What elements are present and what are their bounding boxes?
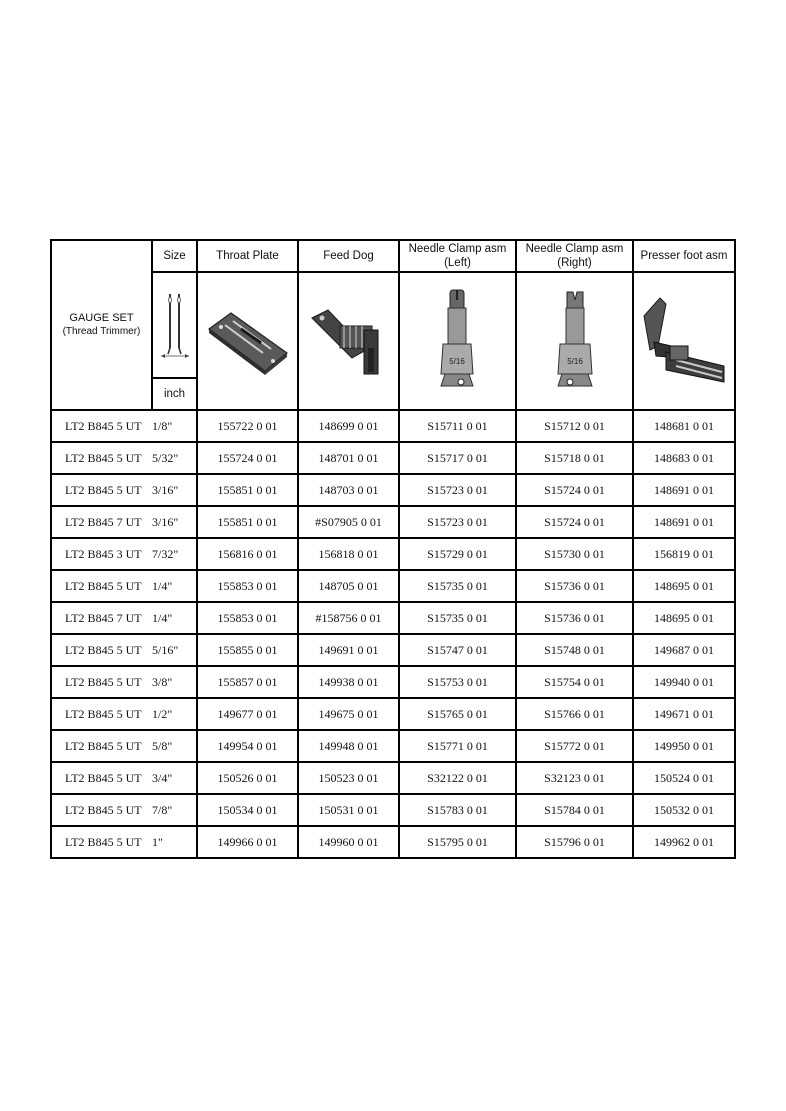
table-row [51,410,735,442]
part-number-right: S32123 0 01 [516,762,633,794]
gauge-size: 5/8" [152,730,197,762]
model-number: LT2 B845 5 UT [51,730,152,762]
part-number-feed: 148699 0 01 [298,410,399,442]
part-number-left: S15735 0 01 [399,570,516,602]
part-number-presser: 148695 0 01 [633,602,735,634]
model-number: LT2 B845 5 UT [51,410,152,442]
needle-gauge-image-cell [152,272,197,378]
part-number-left: S15729 0 01 [399,538,516,570]
presser-foot-icon [636,286,732,396]
table-row [51,794,735,826]
part-number-presser: 148695 0 01 [633,570,735,602]
part-number-feed: #158756 0 01 [298,602,399,634]
part-number-throat: 149954 0 01 [197,730,298,762]
part-number-feed: 149691 0 01 [298,634,399,666]
part-number-right: S15772 0 01 [516,730,633,762]
part-number-left: S15753 0 01 [399,666,516,698]
part-number-right: S15736 0 01 [516,602,633,634]
part-number-right: S15796 0 01 [516,826,633,858]
parts-rows [51,410,735,858]
model-number: LT2 B845 7 UT [51,506,152,538]
part-number-presser: 149962 0 01 [633,826,735,858]
needle-clamp-left-image-cell [399,272,516,410]
part-number-left: S15747 0 01 [399,634,516,666]
part-number-right: S15784 0 01 [516,794,633,826]
part-number-feed: 149960 0 01 [298,826,399,858]
part-number-right: S15718 0 01 [516,442,633,474]
part-number-throat: 156816 0 01 [197,538,298,570]
part-number-throat: 155851 0 01 [197,474,298,506]
table-row [51,666,735,698]
gauge-size: 1/4" [152,570,197,602]
model-number: LT2 B845 5 UT [51,634,152,666]
throat-plate-header: Throat Plate [197,240,298,272]
part-number-throat: 150526 0 01 [197,762,298,794]
gauge-size: 7/8" [152,794,197,826]
needle-clamp-right-image-cell [516,272,633,410]
part-number-throat: 150534 0 01 [197,794,298,826]
gauge-size: 1/2" [152,698,197,730]
needle-clamp-right-icon [540,286,610,396]
part-number-left: S15723 0 01 [399,474,516,506]
part-number-throat: 149677 0 01 [197,698,298,730]
part-number-presser: 148681 0 01 [633,410,735,442]
part-number-right: S15724 0 01 [516,474,633,506]
part-number-feed: 149675 0 01 [298,698,399,730]
part-number-left: S15765 0 01 [399,698,516,730]
part-number-throat: 155853 0 01 [197,602,298,634]
part-number-feed: 149948 0 01 [298,730,399,762]
model-number: LT2 B845 3 UT [51,538,152,570]
part-number-feed: 148701 0 01 [298,442,399,474]
part-number-presser: 148691 0 01 [633,506,735,538]
model-number: LT2 B845 5 UT [51,666,152,698]
model-number: LT2 B845 7 UT [51,602,152,634]
part-number-presser: 149940 0 01 [633,666,735,698]
clamp-right-size-mark: 5/16 [566,357,583,366]
table-row [51,634,735,666]
throat-plate-icon [203,301,293,381]
part-number-presser: 149687 0 01 [633,634,735,666]
presser-foot-image-cell [633,272,735,410]
part-number-presser: 149950 0 01 [633,730,735,762]
needle-clamp-left-icon [423,286,493,396]
clamp-left-size-mark: 5/16 [448,357,465,366]
gauge-size: 1" [152,826,197,858]
gauge-set-title: GAUGE SET [69,312,134,324]
part-number-throat: 155853 0 01 [197,570,298,602]
gauge-size: 5/32" [152,442,197,474]
gauge-size: 1/8" [152,410,197,442]
part-number-throat: 155857 0 01 [197,666,298,698]
needle-clamp-right-header: Needle Clamp asm (Right) [516,240,633,272]
gauge-size: 3/4" [152,762,197,794]
part-number-throat: 155722 0 01 [197,410,298,442]
part-number-left: S15795 0 01 [399,826,516,858]
model-number: LT2 B845 5 UT [51,826,152,858]
feed-dog-header: Feed Dog [298,240,399,272]
gauge-size: 1/4" [152,602,197,634]
gauge-set-header [51,240,152,410]
table-row [51,730,735,762]
part-number-right: S15724 0 01 [516,506,633,538]
table-row [51,602,735,634]
part-number-feed: 148703 0 01 [298,474,399,506]
gauge-set-table [50,239,736,859]
part-number-left: S15717 0 01 [399,442,516,474]
model-number: LT2 B845 5 UT [51,570,152,602]
part-number-presser: 149671 0 01 [633,698,735,730]
gauge-size: 3/8" [152,666,197,698]
model-number: LT2 B845 5 UT [51,794,152,826]
part-number-left: S15723 0 01 [399,506,516,538]
part-number-right: S15736 0 01 [516,570,633,602]
part-number-feed: 148705 0 01 [298,570,399,602]
part-number-presser: 150532 0 01 [633,794,735,826]
part-number-left: S32122 0 01 [399,762,516,794]
part-number-left: S15735 0 01 [399,602,516,634]
table-row [51,570,735,602]
part-number-feed: 150523 0 01 [298,762,399,794]
part-number-right: S15730 0 01 [516,538,633,570]
size-unit-label: inch [152,378,197,410]
part-number-right: S15748 0 01 [516,634,633,666]
feed-dog-icon [304,296,394,386]
part-number-presser: 148683 0 01 [633,442,735,474]
table-row [51,442,735,474]
table-row [51,538,735,570]
table-row [51,698,735,730]
part-number-left: S15771 0 01 [399,730,516,762]
gauge-size: 3/16" [152,506,197,538]
part-number-feed: 149938 0 01 [298,666,399,698]
gauge-size: 7/32" [152,538,197,570]
part-number-presser: 150524 0 01 [633,762,735,794]
model-number: LT2 B845 5 UT [51,698,152,730]
needle-clamp-left-header: Needle Clamp asm (Left) [399,240,516,272]
part-number-feed: 150531 0 01 [298,794,399,826]
table-row [51,762,735,794]
table-row [51,506,735,538]
model-number: LT2 B845 5 UT [51,762,152,794]
feed-dog-image-cell [298,272,399,410]
part-number-feed: 156818 0 01 [298,538,399,570]
gauge-set-subtitle: (Thread Trimmer) [62,326,141,337]
table-row [51,826,735,858]
part-number-right: S15754 0 01 [516,666,633,698]
part-number-left: S15711 0 01 [399,410,516,442]
part-number-feed: #S07905 0 01 [298,506,399,538]
part-number-throat: 155724 0 01 [197,442,298,474]
model-number: LT2 B845 5 UT [51,442,152,474]
part-number-throat: 149966 0 01 [197,826,298,858]
gauge-size: 5/16" [152,634,197,666]
size-header: Size [152,240,197,272]
throat-plate-image-cell [197,272,298,410]
part-number-presser: 148691 0 01 [633,474,735,506]
part-number-right: S15766 0 01 [516,698,633,730]
part-number-throat: 155855 0 01 [197,634,298,666]
gauge-size: 3/16" [152,474,197,506]
part-number-right: S15712 0 01 [516,410,633,442]
parts-table-sheet [50,239,734,859]
presser-foot-header: Presser foot asm [633,240,735,272]
needle-gauge-icon [155,290,195,360]
part-number-left: S15783 0 01 [399,794,516,826]
part-number-throat: 155851 0 01 [197,506,298,538]
table-row [51,474,735,506]
model-number: LT2 B845 5 UT [51,474,152,506]
part-number-presser: 156819 0 01 [633,538,735,570]
